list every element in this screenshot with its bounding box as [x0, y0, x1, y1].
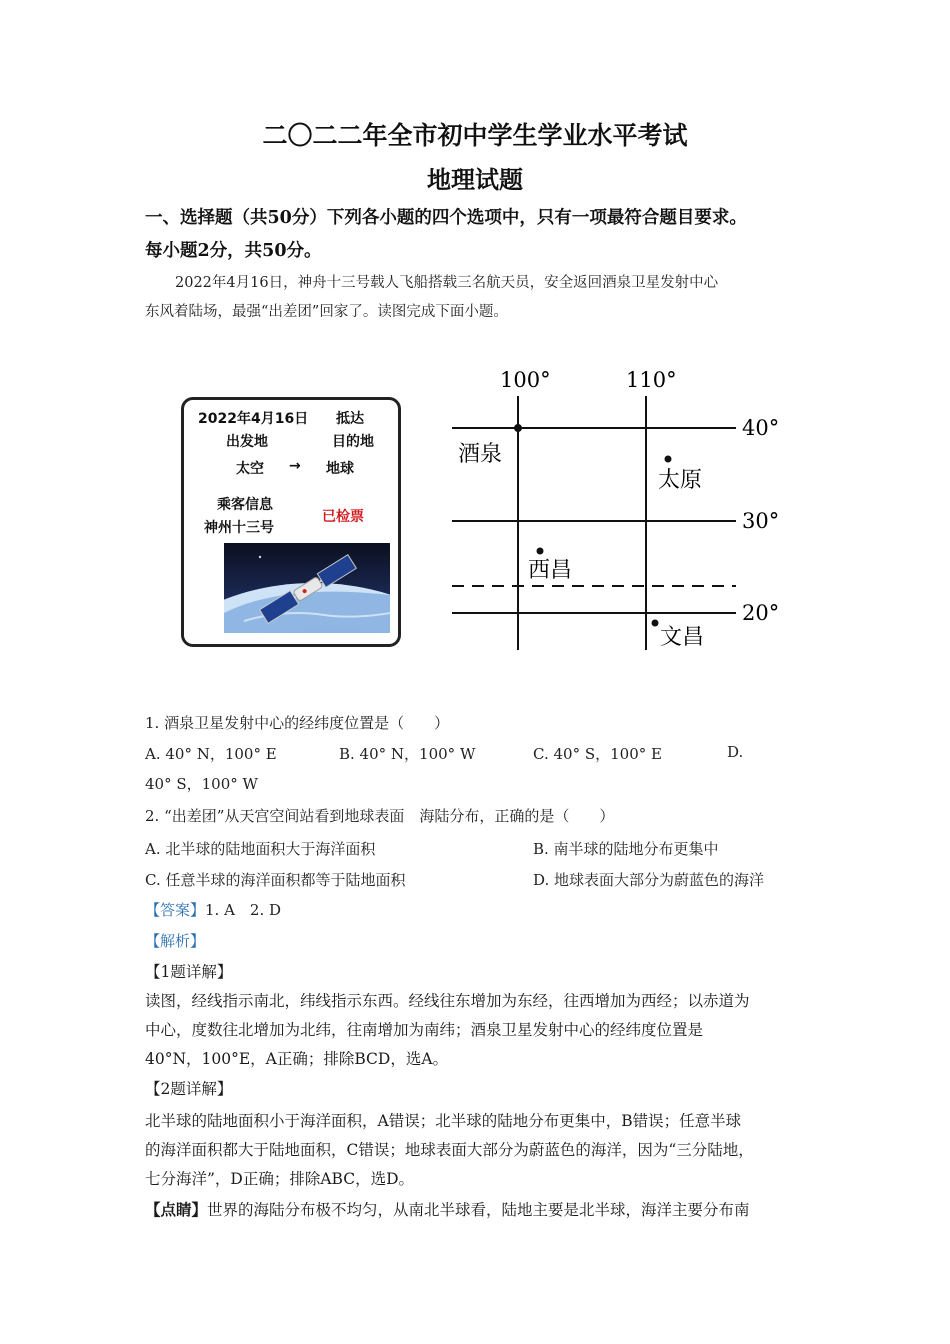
intro-line2: 东风着陆场，最强“出差团”回家了。读图完成下面小题。: [145, 304, 508, 320]
ticket-arrow: →: [289, 458, 301, 474]
ticket-arrive: 抵达: [336, 411, 364, 427]
q2-option-b: B. 南半球的陆地分布更集中: [533, 840, 719, 858]
q1-option-a: A. 40° N，100° E: [145, 745, 277, 763]
ticket-passenger: 神州十三号: [204, 520, 274, 536]
section-heading-line1: 一、选择题（共50分）下列各小题的四个选项中，只有一项最符合题目要求。: [145, 208, 747, 228]
taiyuan-dot: [665, 456, 672, 463]
detail1-tag: 【1题详解】: [145, 963, 233, 981]
detail1-line1: 读图，经线指示南北，纬线指示东西。经线往东增加为东经，往西增加为西经；以赤道为: [145, 992, 750, 1010]
detail2-line2: 的海洋面积都大于陆地面积，C错误；地球表面大部分为蔚蓝色的海洋，因为“三分陆地，: [145, 1141, 754, 1159]
q1-stem: 1. 酒泉卫星发射中心的经纬度位置是（ ）: [145, 714, 450, 732]
tip-text: 世界的海陆分布极不均匀，从南北半球看，陆地主要是北半球，海洋主要分布南: [207, 1201, 750, 1219]
q2-option-c: C. 任意半球的海洋面积都等于陆地面积: [145, 871, 406, 889]
tip-tag: 【点睛】: [145, 1200, 208, 1219]
lat-label-30: 30°: [742, 509, 780, 533]
tip-line: [145, 1198, 750, 1220]
lat-lon-map: [440, 360, 800, 660]
ticket-to-label: 目的地: [332, 434, 374, 450]
page-subtitle: 地理试题: [427, 165, 523, 194]
ticket-from: 太空: [236, 461, 264, 477]
section-heading-line2: 每小题2分，共50分。: [145, 241, 322, 261]
ticket-stamp: 已检票: [322, 509, 364, 525]
place-taiyuan: 太原: [658, 468, 703, 493]
place-jiuquan: 酒泉: [458, 442, 503, 467]
lon-label-100: 100°: [500, 368, 551, 392]
place-xichang: 西昌: [528, 558, 573, 583]
xichang-dot: [537, 548, 544, 555]
lat-label-20: 20°: [742, 601, 780, 625]
answer-tag: 【答案】: [145, 901, 206, 919]
ticket-from-label: 出发地: [226, 434, 268, 450]
detail2-line1: 北半球的陆地面积小于海洋面积，A错误；北半球的陆地分布更集中，B错误；任意半球: [145, 1112, 742, 1130]
lat-label-40: 40°: [742, 416, 780, 440]
answer-line: [145, 899, 281, 920]
wenchang-dot: [652, 620, 659, 627]
answer-text: 1. A 2. D: [205, 901, 282, 919]
detail2-line3: 七分海洋”，D正确；排除ABC，选D。: [145, 1170, 415, 1188]
analysis-tag: 【解析】: [145, 932, 206, 950]
q2-stem: 2. “出差团”从天宫空间站看到地球表面 海陆分布，正确的是（ ）: [145, 807, 615, 825]
ticket-passenger-label: 乘客信息: [217, 497, 273, 513]
ticket-date: 2022年4月16日: [198, 411, 309, 427]
jiuquan-dot: [514, 424, 522, 432]
page-title: 二〇二二年全市初中学生学业水平考试: [262, 121, 688, 150]
q1-option-d-prefix: D.: [727, 743, 744, 761]
q1-option-d: 40° S，100° W: [145, 775, 258, 793]
q1-option-b: B. 40° N，100° W: [339, 745, 476, 763]
lon-label-110: 110°: [626, 368, 677, 392]
q2-option-a: A. 北半球的陆地面积大于海洋面积: [145, 840, 376, 858]
place-wenchang: 文昌: [660, 625, 705, 650]
space-station-photo: [224, 543, 390, 633]
q2-option-d: D. 地球表面大部分为蔚蓝色的海洋: [533, 871, 765, 889]
detail1-line2: 中心，度数往北增加为北纬，往南增加为南纬；酒泉卫星发射中心的经纬度位置是: [145, 1021, 704, 1039]
detail1-line3: 40°N，100°E，A正确；排除BCD，选A。: [145, 1050, 449, 1068]
ticket-to: 地球: [326, 461, 354, 477]
detail2-tag: 【2题详解】: [145, 1080, 233, 1098]
ticket-figure: [181, 397, 401, 647]
q1-option-c: C. 40° S，100° E: [533, 745, 662, 763]
intro-line1: 2022年4月16日，神舟十三号载人飞船搭载三名航天员，安全返回酒泉卫星发射中心: [175, 275, 719, 291]
